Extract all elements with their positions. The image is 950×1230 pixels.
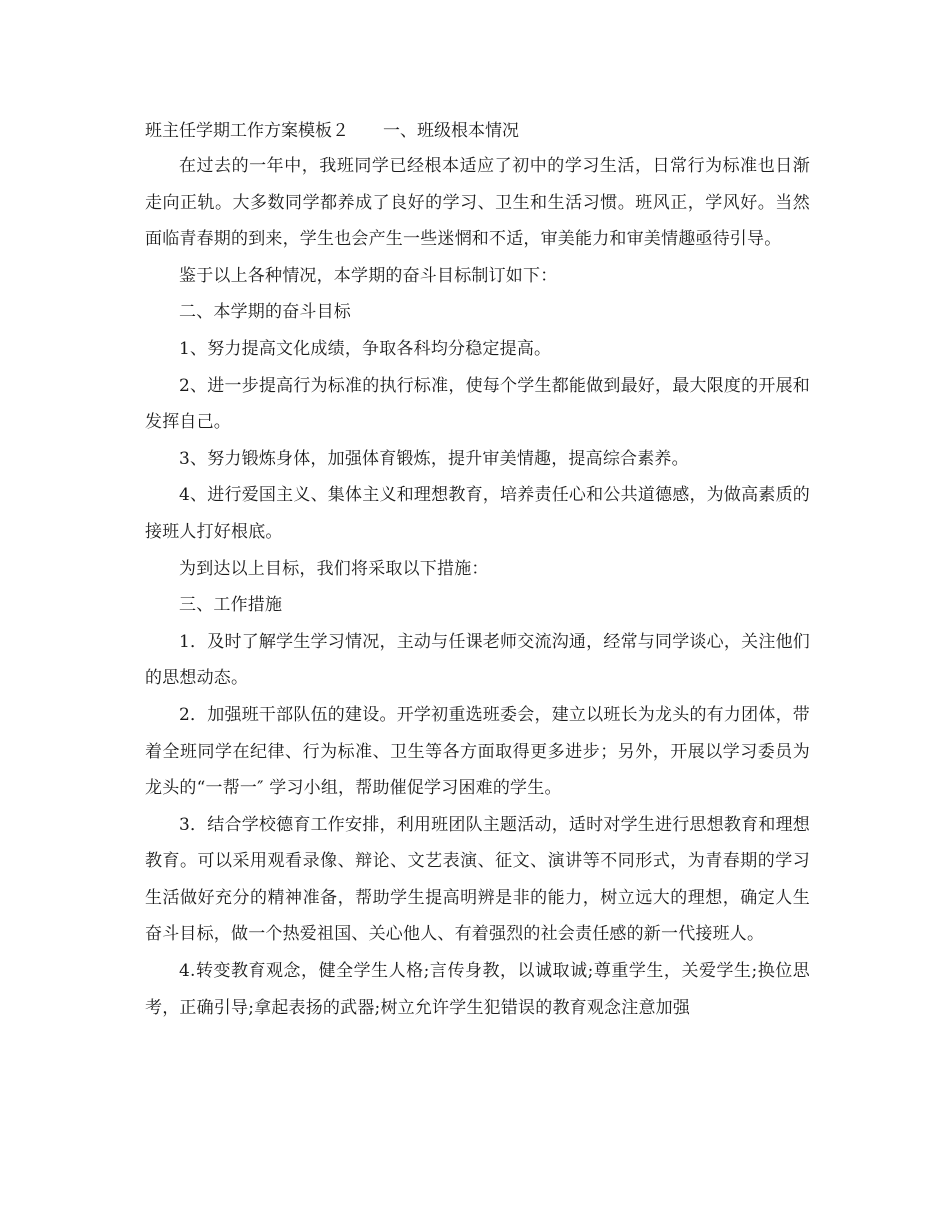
paragraph-class-situation: 在过去的一年中，我班同学已经根本适应了初中的学习生活，日常行为标准也日渐走向正轨。大多数同学都养成了良好的学习、卫生和生活习惯。班风正，学风好。当然面临青春期的到来，学生也会产生一些迷惘和不适，审美能力和审美情趣亟待引导。 [145,156,810,250]
goal-item-3: 3、努力锻炼身体，加强体育锻炼，提升审美情趣，提高综合素养。 [179,448,689,469]
document-title: 班主任学期工作方案模板２ [145,121,349,141]
measure-item-2: 2．加强班干部队伍的建设。开学初重选班委会，建立以班长为龙头的有力团体，带着全班同学在纪律、行为标准、卫生等各方面取得更多进步；另外，开展以学习委员为龙头的“一帮一″ 学习小组，帮助催促学习困难的学生。 [145,704,810,799]
goal-item-2: 2、进一步提高行为标准的执行标准，使每个学生都能做到最好，最大限度的开展和发挥自己。 [145,375,810,433]
measure-item-3: 3．结合学校德育工作安排，利用班团队主题活动，适时对学生进行思想教育和理想教育。可以采用观看录像、辩论、文艺表演、征文、演讲等不同形式，为青春期的学习生活做好充分的精神准备，帮助学生提高明辨是非的能力，树立远大的理想，确定人生奋斗目标，做一个热爱祖国、关心他人、有着强烈的社会责任感的新一代接班人。 [145,814,810,945]
measures-intro: 为到达以上目标，我们将采取以下措施： [179,558,489,579]
section1-heading: 一、班级根本情况 [383,121,519,141]
goal-item-1: 1、努力提高文化成绩，争取各科均分稳定提高。 [179,338,552,359]
title-line [145,116,810,146]
section3-heading: 三、工作措施 [179,595,283,616]
document-page [145,116,810,1026]
section2-heading: 二、本学期的奋斗目标 [179,302,351,323]
paragraph-goals-intro: 鉴于以上各种情况，本学期的奋斗目标制订如下： [179,265,558,286]
measure-item-4: 4.转变教育观念，健全学生人格;言传身教，以诚取诚;尊重学生，关爱学生;换位思考，正确引导;拿起表扬的武器;树立允许学生犯错误的教育观念注意加强 [145,961,810,1018]
goal-item-4: 4、进行爱国主义、集体主义和理想教育，培养责任心和公共道德感，为做高素质的接班人打好根底。 [145,485,810,542]
measure-item-1: 1．及时了解学生学习情况，主动与任课老师交流沟通，经常与同学谈心，关注他们的思想动态。 [145,631,810,689]
